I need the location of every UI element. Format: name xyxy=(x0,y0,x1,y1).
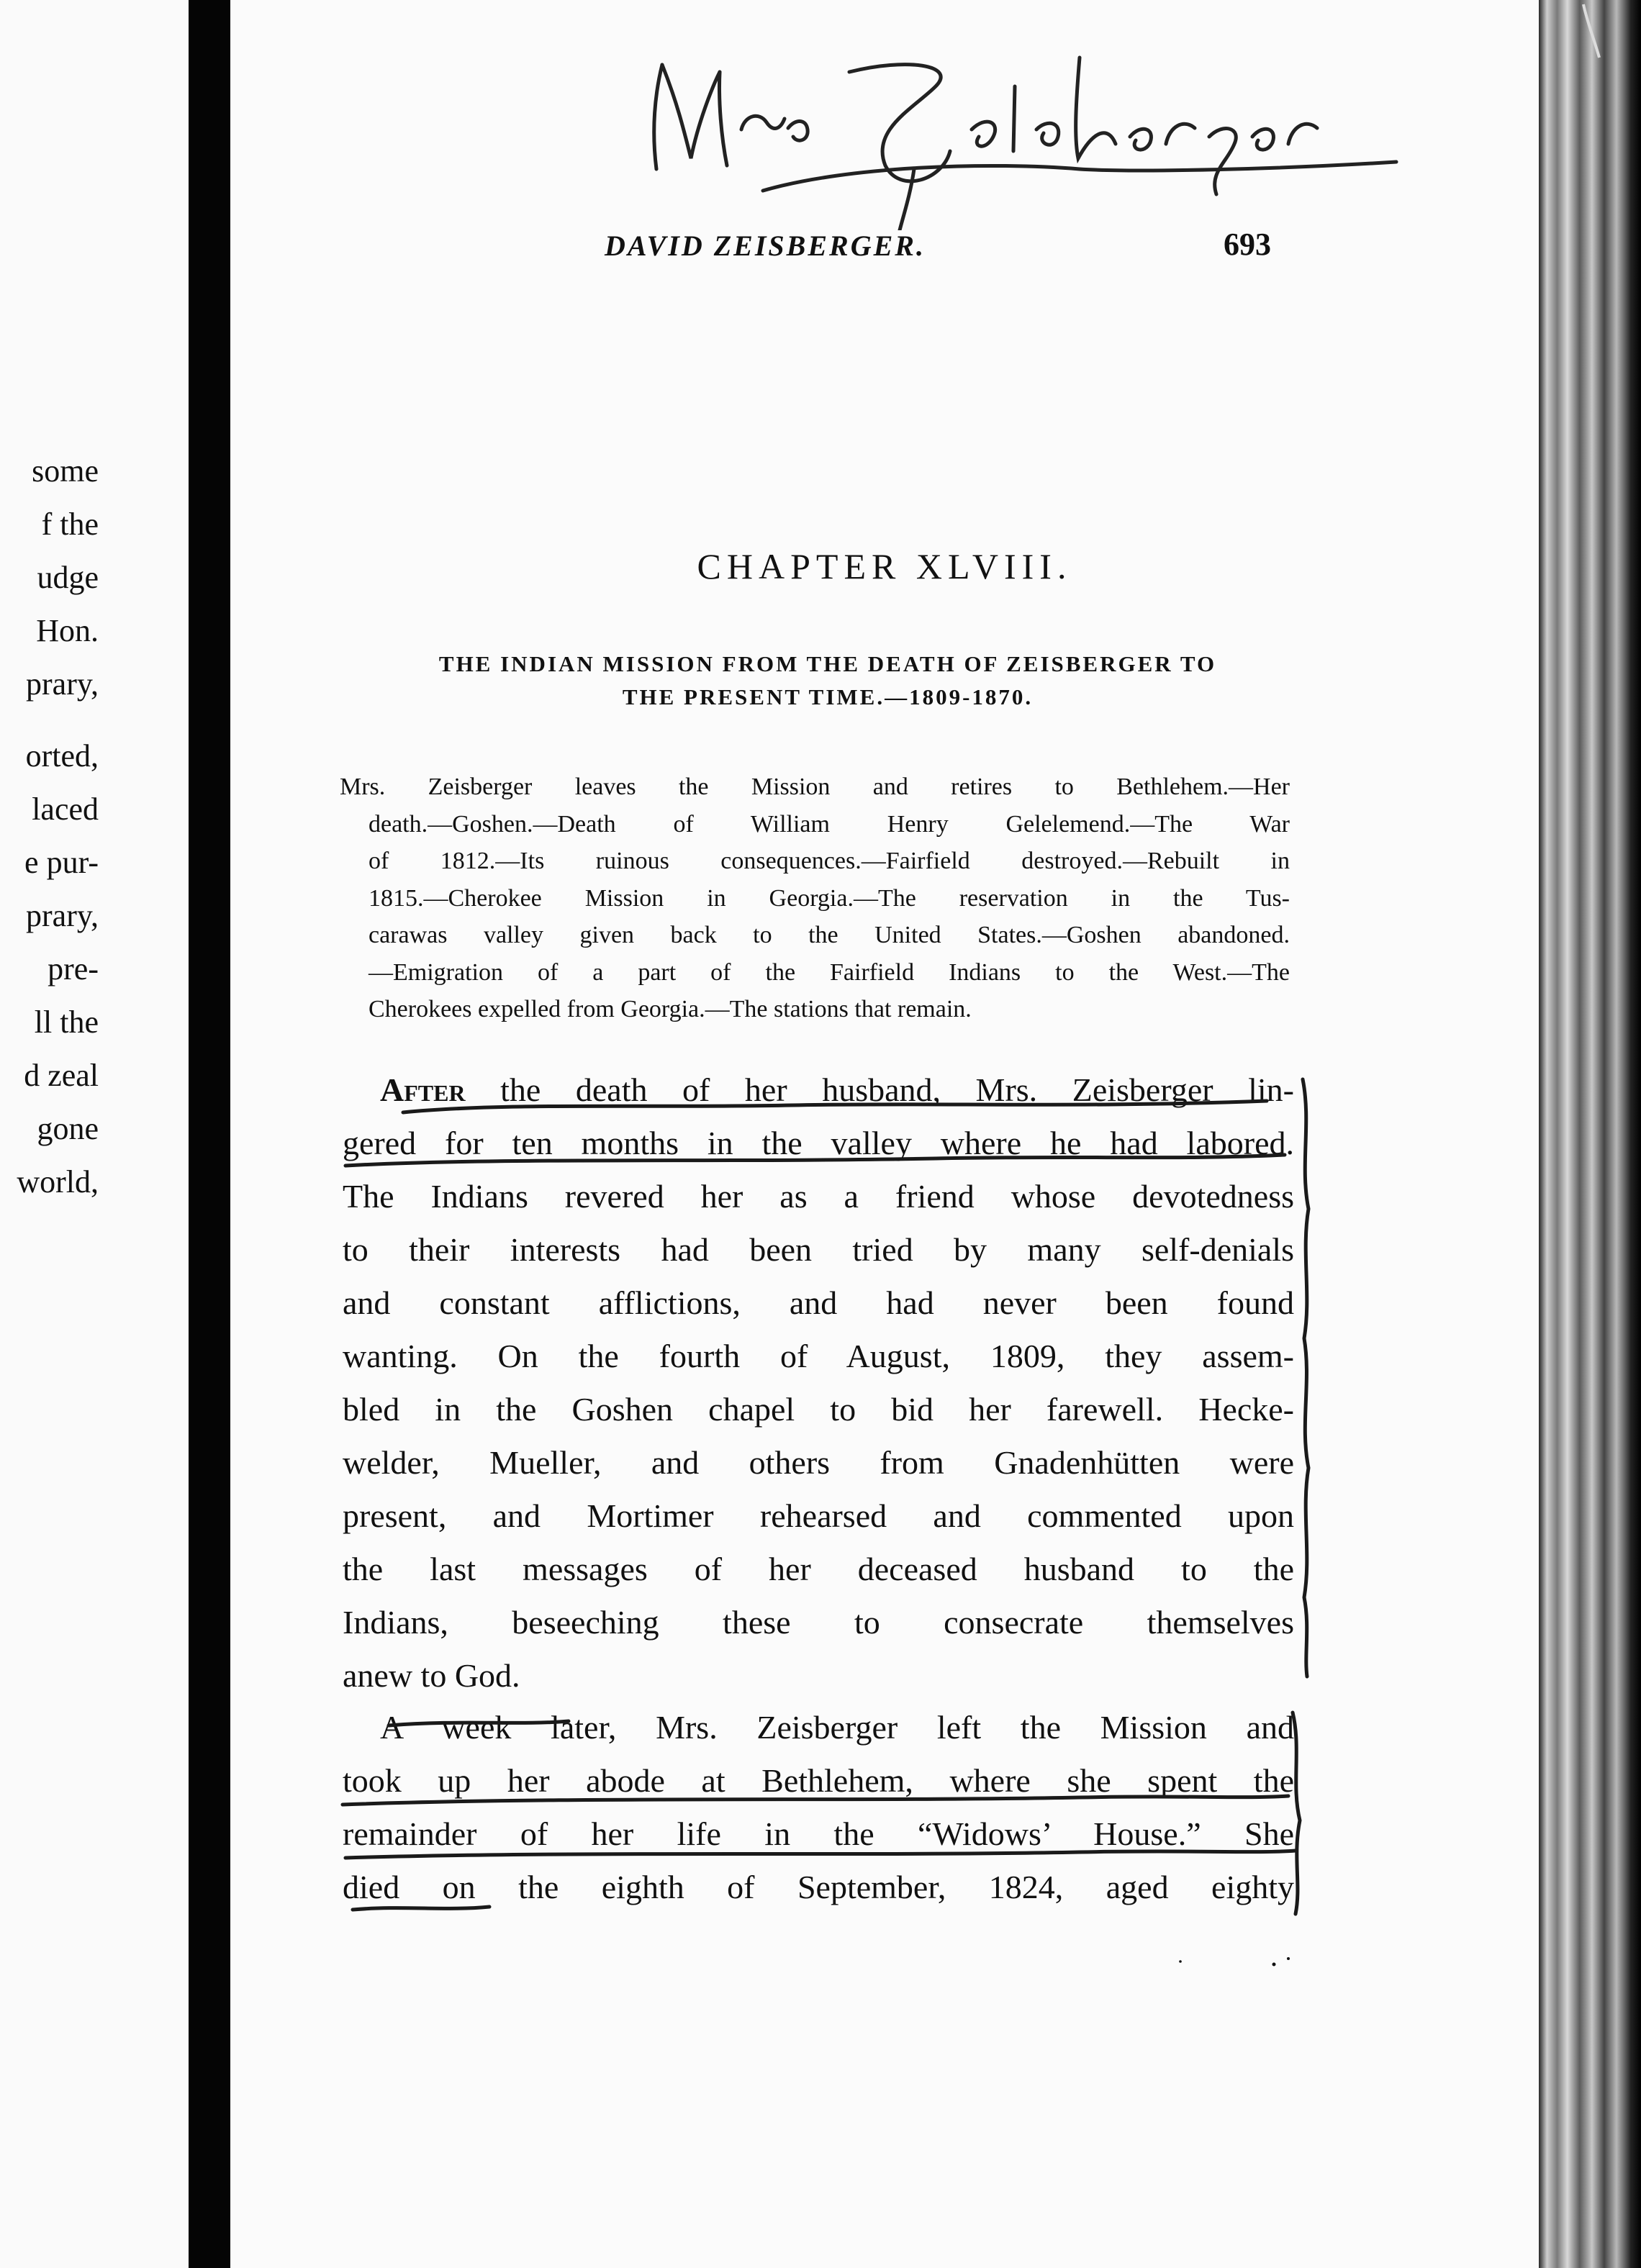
lead-word: After xyxy=(380,1071,466,1108)
body-line: took up her abode at Bethlehem, where she spent the xyxy=(343,1762,1294,1799)
body-line: Indians, beseeching these to consecrate themselves xyxy=(343,1604,1294,1641)
left-fragment: laced xyxy=(32,791,99,827)
ink-speck xyxy=(1287,1957,1290,1960)
chapter-subtitle-line: THE PRESENT TIME.—1809-1870. xyxy=(622,684,1034,709)
page-number: 693 xyxy=(1224,227,1271,262)
synopsis-line: Cherokees expelled from Georgia.—The stations that remain. xyxy=(369,996,972,1022)
body-line: the last messages of her deceased husband to the xyxy=(343,1551,1294,1587)
left-fragment: pre- xyxy=(48,951,99,986)
underline-mark xyxy=(345,1155,1285,1166)
body-line: welder, Mueller, and others from Gnadenhütten were xyxy=(343,1444,1294,1481)
synopsis-line: of 1812.—Its ruinous consequences.—Fairfield destroyed.—Rebuilt in xyxy=(369,848,1290,874)
left-fragment: gone xyxy=(37,1111,99,1146)
left-fragment: world, xyxy=(17,1164,99,1199)
underline-mark xyxy=(345,1851,1296,1858)
left-fragment: e pur- xyxy=(24,845,99,880)
signature-text: Mrs Zeisberger xyxy=(633,43,638,44)
body-line: bled in the Goshen chapel to bid her farewell. Hecke- xyxy=(343,1391,1294,1428)
running-header: DAVID ZEISBERGER. xyxy=(605,230,926,262)
left-fragment: udge xyxy=(37,560,99,595)
underline-mark xyxy=(353,1907,489,1910)
synopsis-line: —Emigration of a part of the Fairfield Indians to the West.—The xyxy=(369,958,1290,986)
left-fragment: f the xyxy=(41,507,99,542)
body-line: present, and Mortimer rehearsed and commented upon xyxy=(343,1497,1294,1534)
left-fragment: prary, xyxy=(26,898,99,933)
synopsis-line: carawas valley given back to the United States.—Goshen abandoned. xyxy=(369,922,1290,948)
body-line: wanting. On the fourth of August, 1809, they assem- xyxy=(343,1338,1294,1374)
body-line: gered for ten months in the valley where he had labored. xyxy=(343,1125,1294,1161)
synopsis-line: 1815.—Cherokee Mission in Georgia.—The reservation in the Tus- xyxy=(369,884,1290,912)
ink-speck xyxy=(1179,1960,1182,1963)
chapter-title: CHAPTER XLVIII. xyxy=(697,546,1072,586)
ink-speck xyxy=(1272,1963,1276,1967)
body-line: to their interests had been tried by many self-denials xyxy=(343,1231,1294,1268)
page-corner-mark xyxy=(1583,4,1599,58)
body-line: remainder of her life in the “Widows’ House.” She xyxy=(343,1815,1294,1852)
body-line: The Indians revered her as a friend whose devotedness xyxy=(343,1178,1294,1215)
synopsis-line: death.—Goshen.—Death of William Henry Gelelemend.—The War xyxy=(369,810,1290,838)
underline-mark xyxy=(343,1796,1288,1805)
left-fragment: d zeal xyxy=(24,1058,99,1093)
underline-mark xyxy=(389,1721,569,1725)
left-fragment: Hon. xyxy=(36,613,99,648)
left-fragment: some xyxy=(32,453,99,489)
synopsis-line: Mrs. Zeisberger leaves the Mission and retires to Bethlehem.—Her xyxy=(340,774,1290,800)
body-line: anew to God. xyxy=(343,1657,520,1694)
left-fragment: orted, xyxy=(25,738,99,774)
margin-bracket xyxy=(1293,1713,1300,1914)
body-line-rest: the death of her husband, Mrs. Zeisberger lin- xyxy=(465,1071,1294,1108)
left-fragment: ll the xyxy=(34,1004,99,1040)
body-line: and constant afflictions, and had never been found xyxy=(343,1284,1294,1321)
body-line: A week later, Mrs. Zeisberger left the Mission and xyxy=(380,1709,1294,1746)
chapter-subtitle-line: THE INDIAN MISSION FROM THE DEATH OF ZEISBERGER TO xyxy=(438,651,1217,676)
underline-mark xyxy=(403,1101,1267,1112)
body-line: died on the eighth of September, 1824, aged eighty xyxy=(343,1869,1294,1905)
margin-bracket xyxy=(1303,1079,1308,1677)
left-fragment: prary, xyxy=(26,666,99,702)
